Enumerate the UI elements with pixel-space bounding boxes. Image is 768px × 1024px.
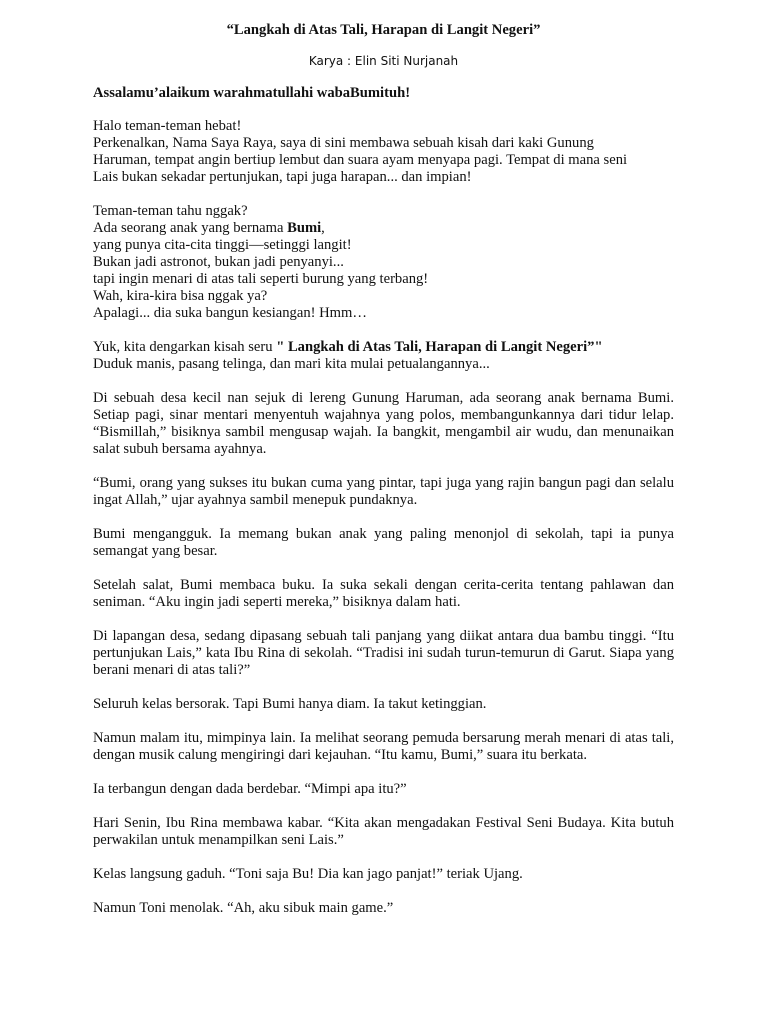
intro-line: Perkenalkan, Nama Saya Raya, saya di sini membawa sebuah kisah dari kaki Gunung bbox=[93, 135, 594, 151]
story-title-bold: " Langkah di Atas Tali, Harapan di Langit Negeri”" bbox=[276, 339, 603, 355]
story-paragraph: Hari Senin, Ibu Rina membawa kabar. “Kita akan mengadakan Festival Seni Budaya. Kita butuh perwakilan untuk menampilkan seni Lais.” bbox=[93, 815, 674, 848]
question-paragraph bbox=[93, 203, 674, 322]
question-line: yang punya cita-cita tinggi—setinggi langit! bbox=[93, 237, 352, 253]
author-line: Karya : Elin Siti Nurjanah bbox=[308, 54, 459, 68]
intro-paragraph bbox=[93, 118, 674, 186]
question-line: Apalagi... dia suka bangun kesiangan! Hmm… bbox=[93, 305, 367, 321]
invite-text: Yuk, kita dengarkan kisah seru bbox=[93, 339, 277, 355]
question-text: Ada seorang anak yang bernama bbox=[93, 220, 288, 236]
invite-line: Duduk manis, pasang telinga, dan mari kita mulai petualangannya... bbox=[93, 356, 490, 372]
story-paragraph: Ia terbangun dengan dada berdebar. “Mimpi apa itu?” bbox=[93, 781, 407, 797]
intro-line: Halo teman-teman hebat! bbox=[93, 118, 242, 134]
question-line: Wah, kira-kira bisa nggak ya? bbox=[93, 288, 268, 304]
story-paragraph: Setelah salat, Bumi membaca buku. Ia suka sekali dengan cerita-cerita tentang pahlawan dan seniman. “Aku ingin jadi seperti mereka,” bisiknya dalam hati. bbox=[93, 577, 674, 610]
invite-line bbox=[93, 339, 674, 356]
bumi-name-bold: Bumi bbox=[287, 220, 322, 236]
greeting: Assalamu’alaikum warahmatullahi wabaBumituh! bbox=[93, 85, 411, 101]
story-paragraph: “Bumi, orang yang sukses itu bukan cuma yang pintar, tapi juga yang rajin bangun pagi dan selalu ingat Allah,” ujar ayahnya sambil menepuk pundaknya. bbox=[93, 475, 674, 508]
story-paragraph: Namun Toni menolak. “Ah, aku sibuk main game.” bbox=[93, 900, 394, 916]
question-line: Bukan jadi astronot, bukan jadi penyanyi... bbox=[93, 254, 344, 270]
story-paragraph: Bumi mengangguk. Ia memang bukan anak yang paling menonjol di sekolah, tapi ia punya semangat yang besar. bbox=[93, 526, 674, 559]
story-paragraph: Di lapangan desa, sedang dipasang sebuah tali panjang yang diikat antara dua bambu tinggi. “Itu pertunjukan Lais,” kata Ibu Rina di sekolah. “Tradisi ini sudah turun-temurun di Garut. Siapa yang berani menari di atas tali?” bbox=[93, 628, 674, 678]
story-paragraph: Di sebuah desa kecil nan sejuk di lereng Gunung Haruman, ada seorang anak bernama Bumi. Setiap pagi, sinar mentari menyentuh wajahnya yang polos, membangunkannya dari tidur lelap. “Bismillah,” bisiknya sambil mengusap wajah. Ia bangkit, mengambil air wudu, dan menunaikan salat subuh bersama ayahnya. bbox=[93, 390, 674, 457]
story-paragraph: Seluruh kelas bersorak. Tapi Bumi hanya diam. Ia takut ketinggian. bbox=[93, 696, 487, 712]
intro-line: Lais bukan sekadar pertunjukan, tapi juga harapan... dan impian! bbox=[93, 169, 472, 185]
question-text: , bbox=[321, 220, 325, 236]
question-line: Teman-teman tahu nggak? bbox=[93, 203, 248, 219]
story-title: “Langkah di Atas Tali, Harapan di Langit Negeri” bbox=[226, 22, 541, 38]
story-paragraph: Kelas langsung gaduh. “Toni saja Bu! Dia kan jago panjat!” teriak Ujang. bbox=[93, 866, 523, 882]
invite-paragraph bbox=[93, 339, 674, 373]
question-line bbox=[93, 220, 674, 237]
story-paragraph: Namun malam itu, mimpinya lain. Ia melihat seorang pemuda bersarung merah menari di atas tali, dengan musik calung mengiringi dari kejauhan. “Itu kamu, Bumi,” suara itu berkata. bbox=[93, 730, 674, 763]
question-line: tapi ingin menari di atas tali seperti burung yang terbang! bbox=[93, 271, 429, 287]
intro-line: Haruman, tempat angin bertiup lembut dan suara ayam menyapa pagi. Tempat di mana seni bbox=[93, 152, 628, 168]
document-page bbox=[93, 22, 674, 934]
